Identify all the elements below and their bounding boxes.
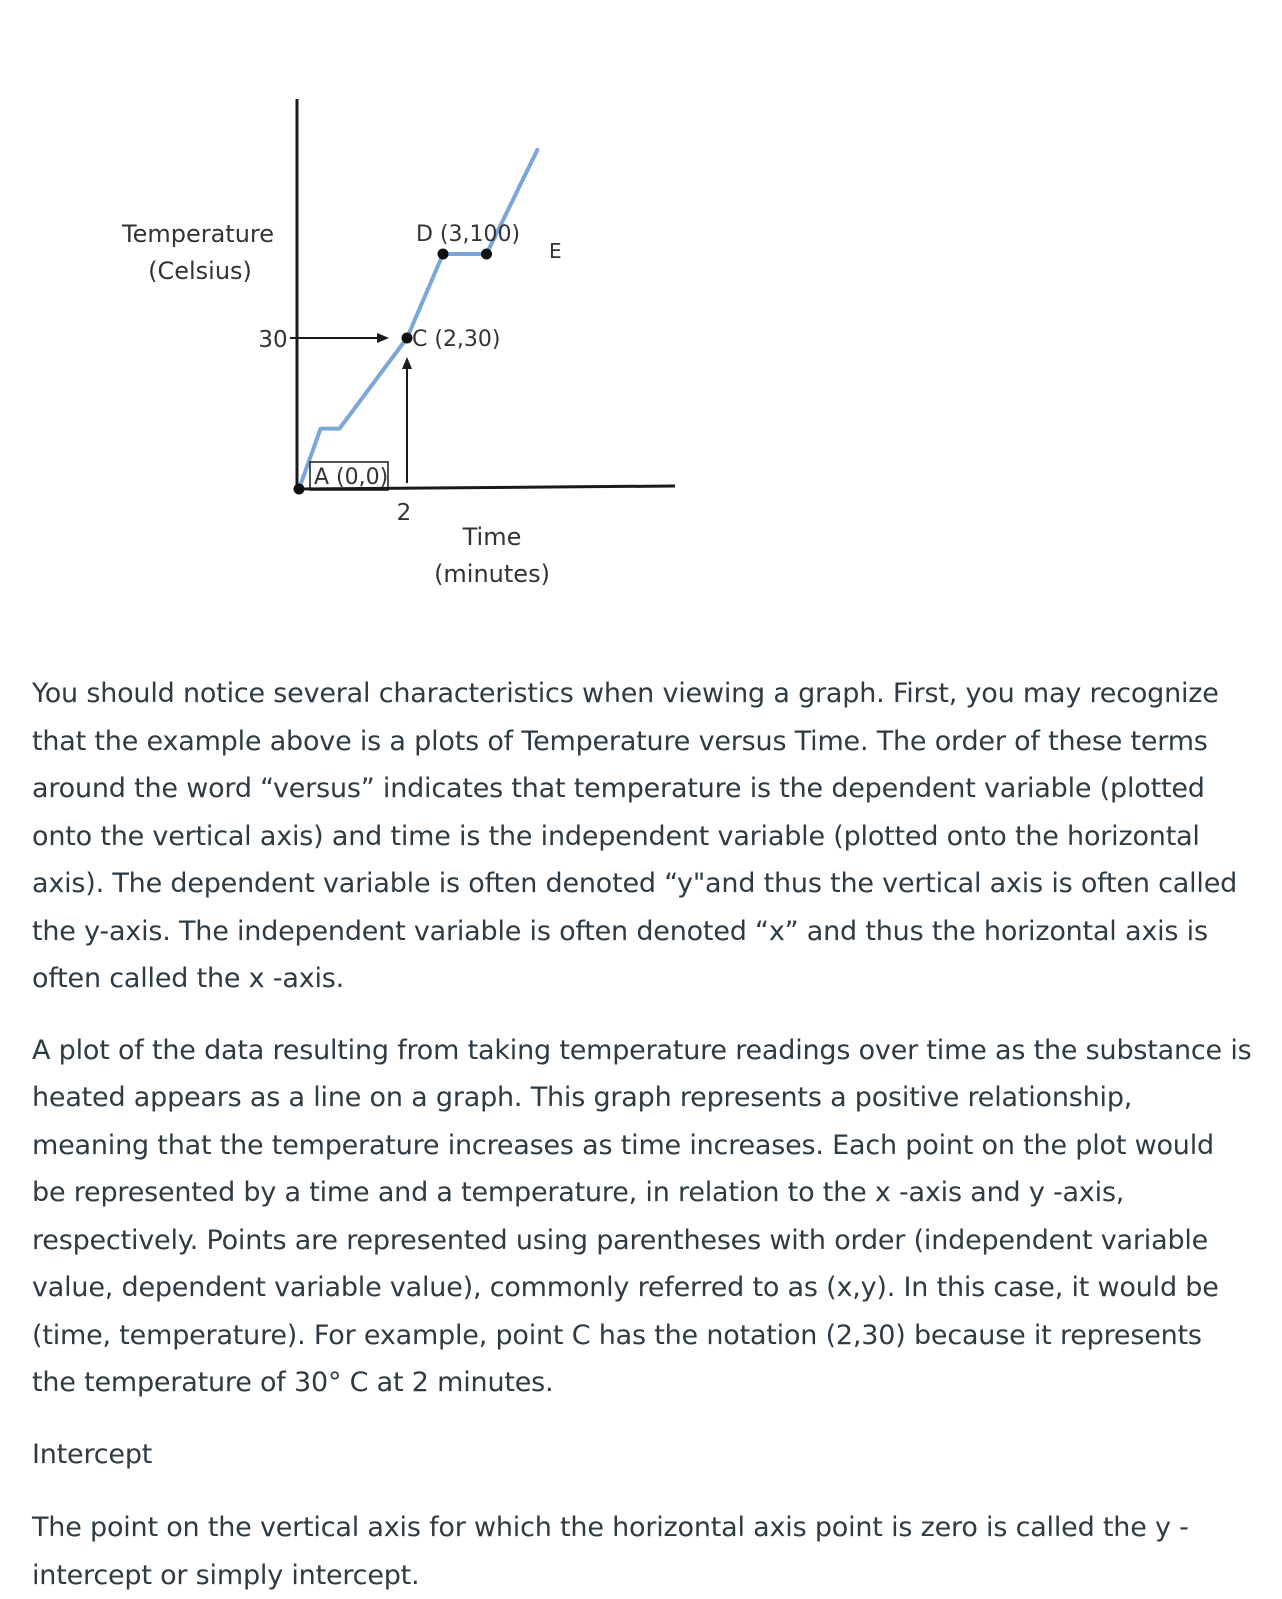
y-axis-label-line1: Temperature [121, 220, 275, 248]
point-label-a: A (0,0) [314, 465, 389, 490]
point-label-d: D (3,100) [416, 222, 521, 247]
point-a [294, 484, 305, 495]
y-axis-label-line2: (Celsius) [148, 257, 252, 285]
point-label-c: C (2,30) [412, 327, 501, 352]
x-axis-label-line2: (minutes) [434, 560, 550, 588]
temperature-time-graph [0, 0, 1282, 640]
section-heading-intercept: Intercept [32, 1438, 153, 1470]
y-tick-label: 30 [258, 327, 288, 353]
temperature-line [299, 150, 537, 489]
x-tick-arrowhead [402, 357, 412, 369]
article-body [32, 670, 1252, 1591]
point-label-e: E [549, 239, 562, 263]
y-tick-arrowhead [377, 333, 389, 343]
point-c [402, 333, 413, 344]
x-axis-label-line1: Time [462, 523, 522, 551]
paragraph-intercept: The point on the vertical axis for which the horizontal axis point is zero is called the y - intercept or simply intercept. [32, 1512, 1189, 1591]
x-tick-label: 2 [396, 500, 412, 526]
paragraph-positive-relationship: A plot of the data resulting from taking temperature readings over time as the substance is heated appears as a line on a graph. This graph represents a positive relationship, meaning that the temperature increases as time increases. Each point on the plot would be represented by a time and a temperature, in relation to the x -axis and y -axis, respectively. Points are represented using parentheses with order (independent variable value, dependent variable value), commonly referred to as (x,y). In this case, it would be (time, temperature). For example, point C has the notation (2,30) because it represents the temperature of 30° C at 2 minutes. [32, 1034, 1252, 1398]
paragraph-graph-characteristics: You should notice several characteristics when viewing a graph. First, you may recognize that the example above is a plots of Temperature versus Time. The order of these terms around the word “versus” indicates that temperature is the dependent variable (plotted onto the vertical axis) and time is the independent variable (plotted onto the horizontal axis). The dependent variable is often denoted “y"and thus the vertical axis is often called the y-axis. The independent variable is often denoted “x” and thus the horizontal axis is often called the x -axis. [32, 678, 1238, 994]
point-e [481, 249, 492, 260]
point-d [438, 249, 449, 260]
paragraph-intercept-clip [32, 1504, 1252, 1591]
